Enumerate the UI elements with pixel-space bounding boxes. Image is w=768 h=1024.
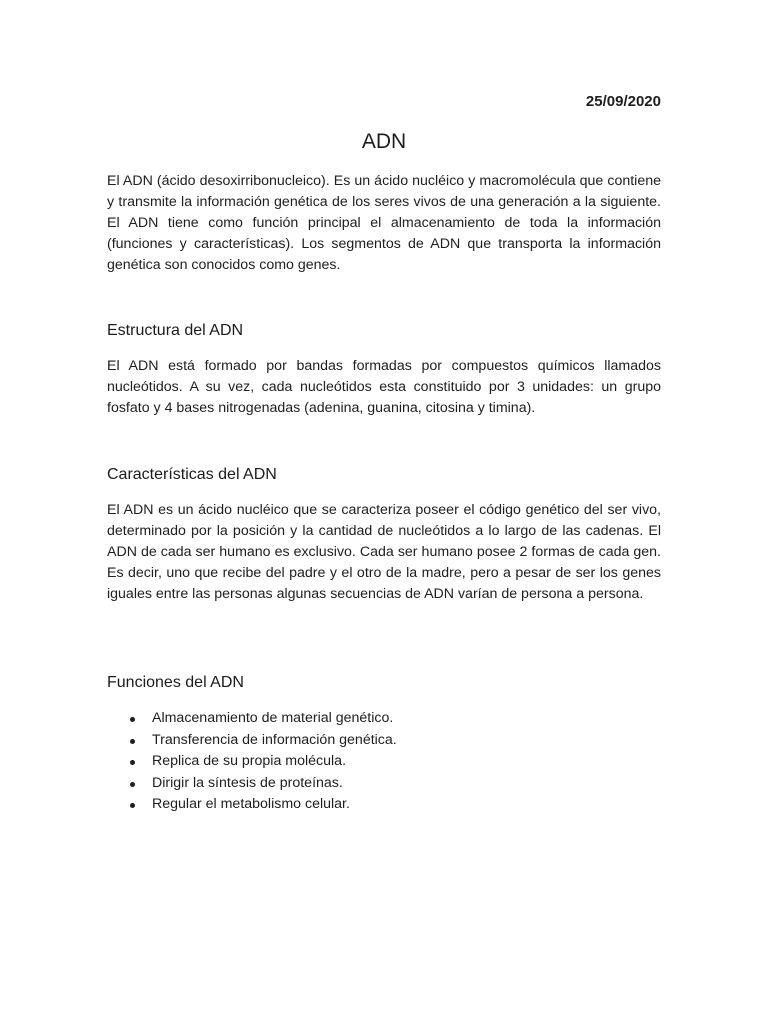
list-item bbox=[107, 730, 397, 752]
list-item-text: Almacenamiento de material genético. bbox=[152, 710, 394, 726]
bullet-icon bbox=[130, 803, 135, 808]
functions-list bbox=[107, 708, 397, 816]
bullet-icon bbox=[130, 782, 135, 787]
list-item-text: Dirigir la síntesis de proteínas. bbox=[152, 774, 343, 791]
list-item bbox=[107, 773, 397, 795]
list-item bbox=[107, 794, 397, 816]
bullet-icon bbox=[130, 717, 135, 722]
section-heading-estructura: Estructura del ADN bbox=[107, 322, 244, 339]
list-item bbox=[107, 751, 397, 773]
list-item-text: Transferencia de información genética. bbox=[152, 731, 397, 748]
intro-paragraph: El ADN (ácido desoxirribonucleico). Es un ácido nucléico y macromolécula que contiene y transmite la información genética de los seres vivos de una generación a la siguiente. El ADN tiene como función principal el almacenamiento de toda la información (funciones y características). Los segmentos de ADN que transporta la información genética son conocidos como genes. bbox=[107, 173, 661, 273]
list-item bbox=[107, 708, 397, 730]
section-heading-funciones: Funciones del ADN bbox=[107, 674, 244, 691]
document-title: ADN bbox=[361, 130, 407, 153]
bullet-icon bbox=[130, 760, 135, 765]
section-heading-caracteristicas: Características del ADN bbox=[107, 466, 277, 483]
list-item-text: Regular el metabolismo celular. bbox=[152, 796, 350, 812]
list-item-text: Replica de su propia molécula. bbox=[152, 753, 347, 769]
section-paragraph-estructura: El ADN está formado por bandas formadas por compuestos químicos llamados nucleótidos. A su vez, cada nucleótidos esta constituido por 3 unidades: un grupo fosfato y 4 bases nitrogenadas (adenina, guanina, citosina y timina). bbox=[107, 358, 661, 416]
bullet-icon bbox=[130, 739, 135, 744]
section-paragraph-caracteristicas: El ADN es un ácido nucléico que se caracteriza poseer el código genético del ser vivo, determinado por la posición y la cantidad de nucleótidos a lo largo de las cadenas. El ADN de cada ser humano es exclusivo. Cada ser humano posee 2 formas de cada gen. Es decir, uno que recibe del padre y el otro de la madre, pero a pesar de ser los genes iguales entre las personas algunas secuencias de ADN varían de persona a persona. bbox=[107, 502, 661, 602]
document-date: 25/09/2020 bbox=[585, 93, 661, 110]
